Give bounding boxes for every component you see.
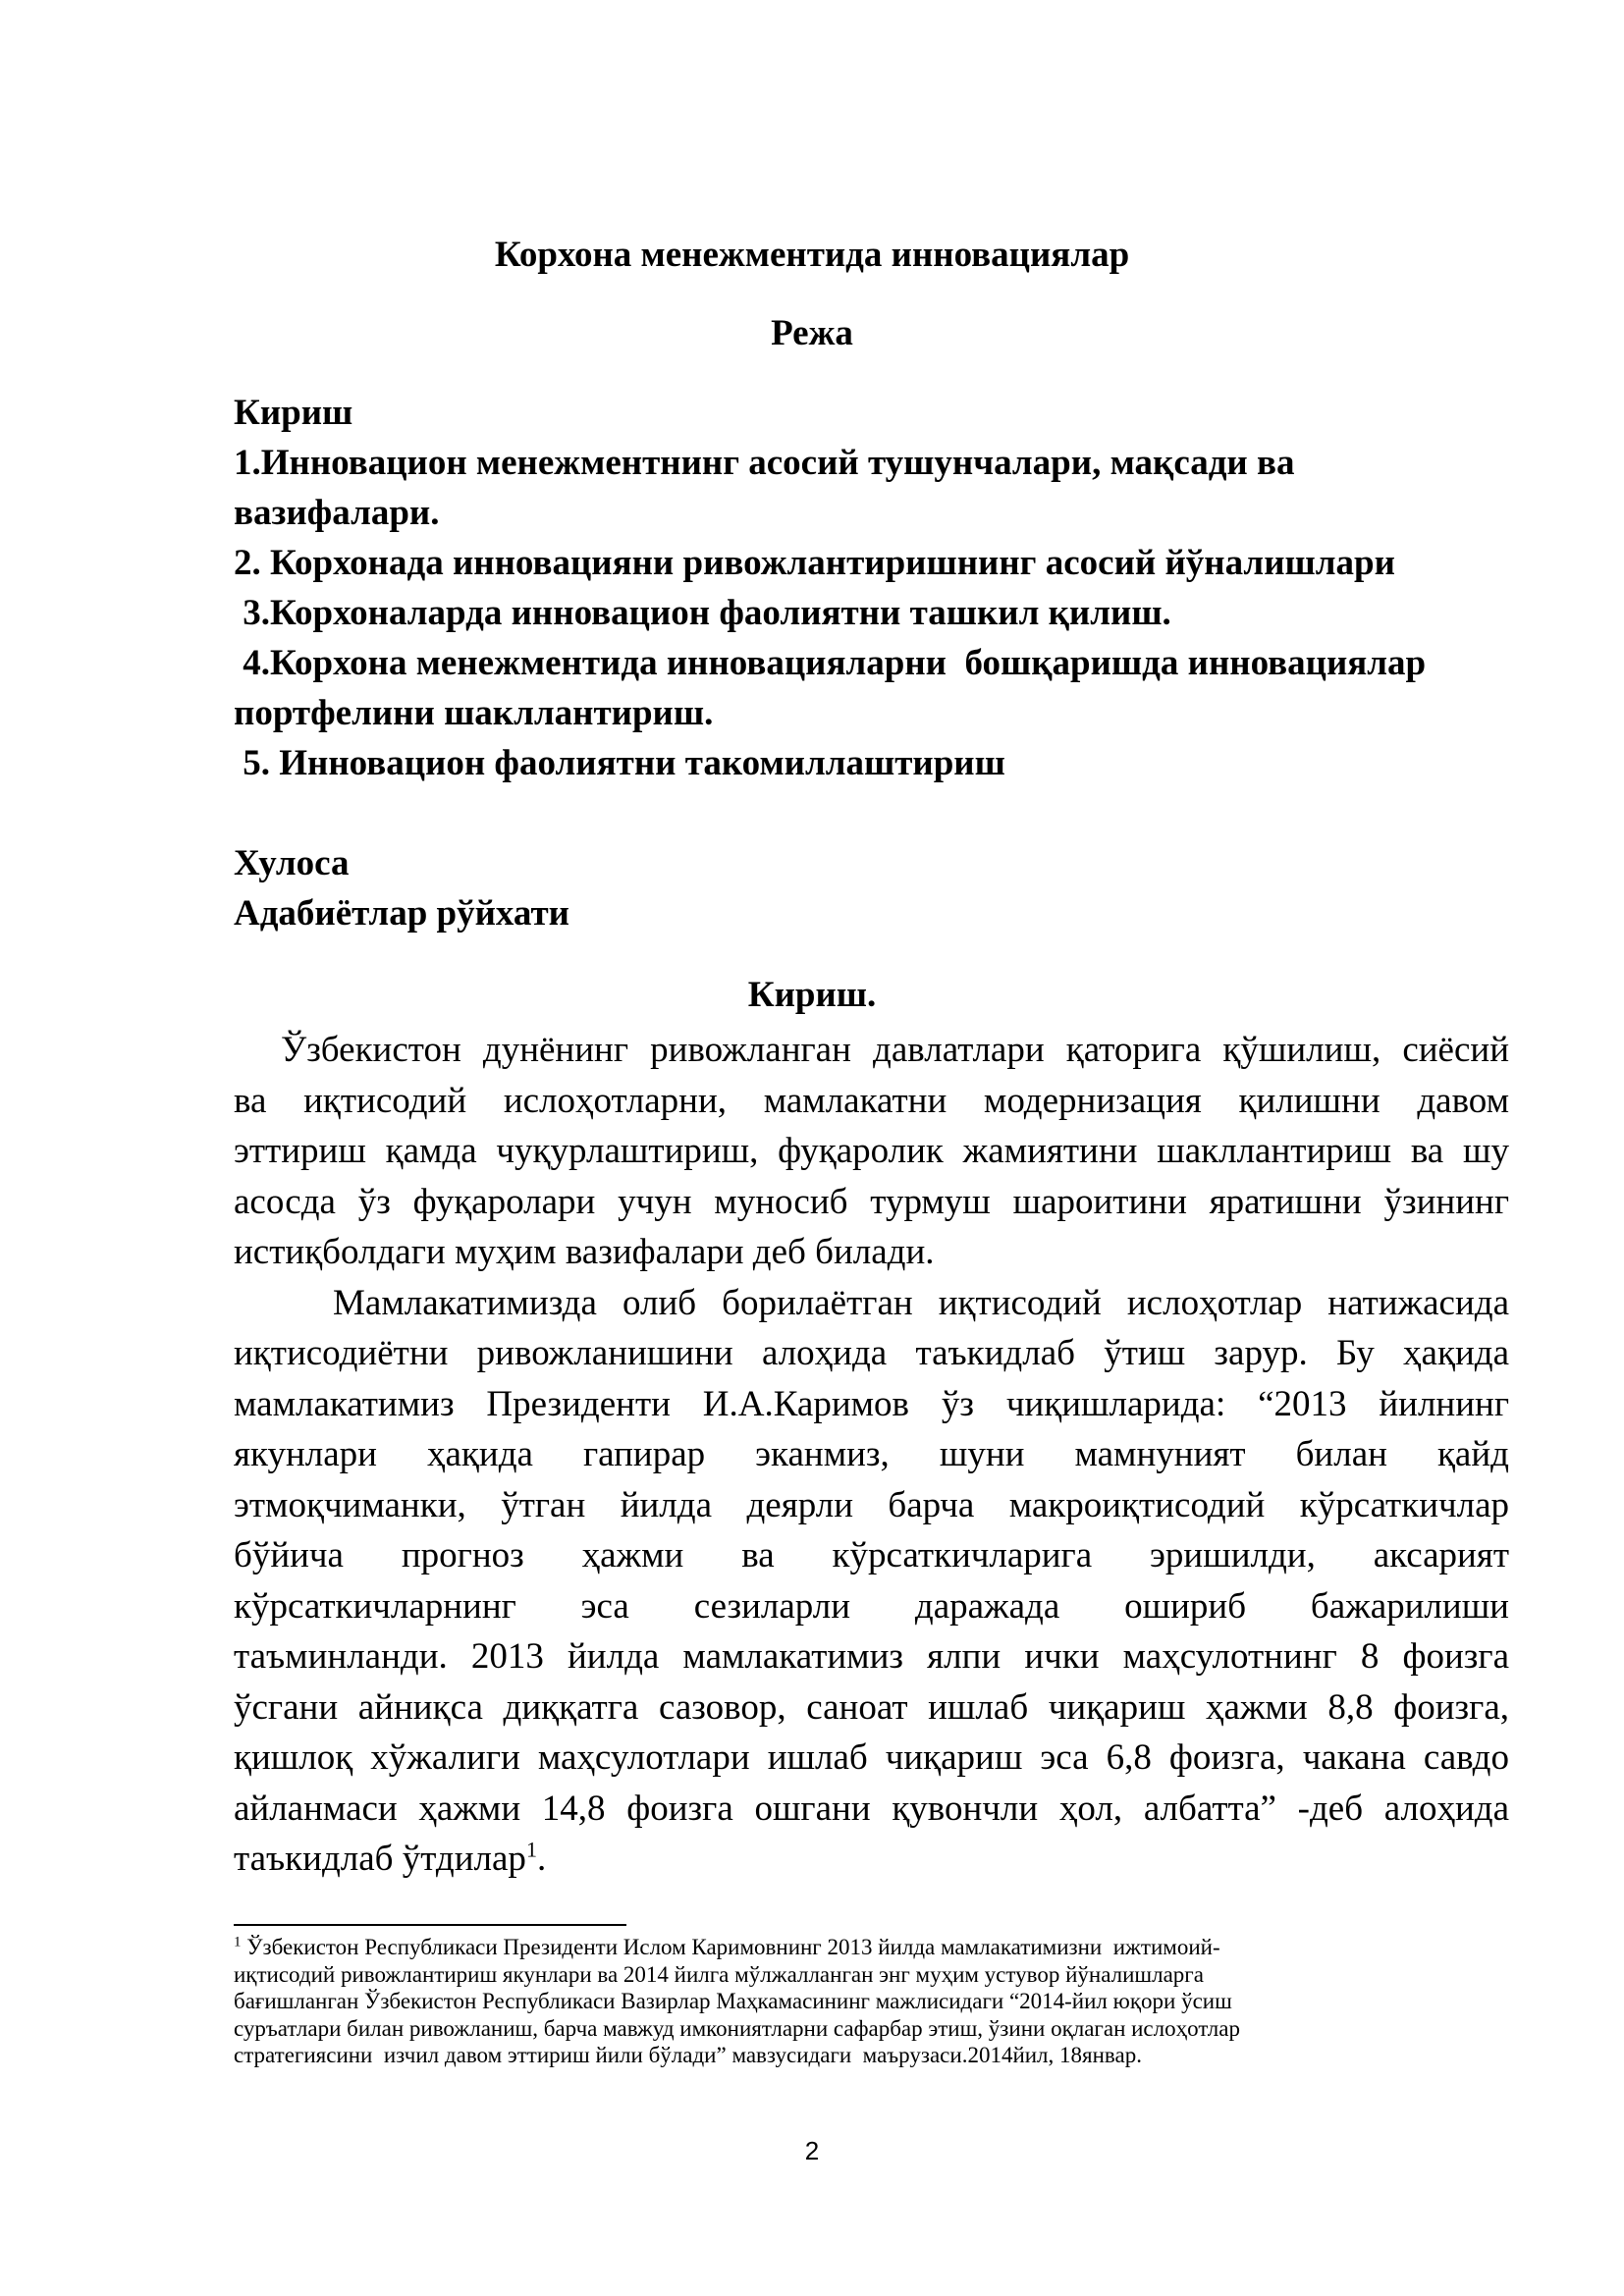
paragraph-line: айланмаси ҳажми 14,8 фоизга ошгани қувончли ҳол, албатта” -деб алоҳида	[234, 1788, 1509, 1829]
footnote-line: стратегиясини изчил давом эттириш йили бўлади” мавзусидаги маърузаси.2014йил, 18январ.	[234, 2043, 1142, 2067]
paragraph-line: истиқболдаги муҳим вазифалари деб билади.	[234, 1232, 935, 1272]
plan-item: 1.Инновацион менежментнинг асосий тушунчалари, мақсади ва	[234, 443, 1295, 483]
paragraph-line: этмоқчиманки, ўтган йилда деярли барча макроиқтисодий кўрсаткичлар	[234, 1484, 1509, 1525]
paragraph-line: қишлоқ хўжалиги маҳсулотлари ишлаб чиқариш эса 6,8 фоизга, чакана савдо	[234, 1737, 1509, 1778]
footnote-separator	[234, 1924, 626, 1926]
paragraph-last-line	[234, 1834, 1509, 1885]
paragraph-line: мамлакатимиз Президенти И.А.Каримов ўз чиқишларида: “2013 йилнинг	[234, 1383, 1509, 1424]
footnote-text: Ўзбекистон Республикаси Президенти Ислом Каримовнинг 2013 йилда мамлакатимизни ижтимоий-	[241, 1935, 1220, 1959]
paragraph-line: ўсгани айниқса диққатга сазовор, саноат ишлаб чиқариш ҳажми 8,8 фоизга,	[234, 1686, 1509, 1728]
plan-item: 4.Корхона менежментида инновацияларни бошқаришда инновациялар	[234, 643, 1427, 683]
plan-list	[234, 388, 1510, 938]
plan-item: Кириш	[234, 393, 353, 433]
body-text	[234, 1025, 1509, 1885]
footnote-line: бағишланган Ўзбекистон Республикаси Вазирлар Маҳкамасининг мажлисидаги “2014-йил юқори ўсиш	[234, 1989, 1232, 2013]
footnote-marker: 1	[234, 1934, 242, 1950]
paragraph-line: асосда ўз фуқаролари учун муносиб турмуш шароитини яратишни ўзининг	[234, 1181, 1509, 1222]
footnote-line: суръатлари билан ривожланиш, барча мавжуд имкониятларни сафарбар этиш, ўзини оқлаган ислоҳотлар	[234, 2015, 1240, 2041]
paragraph-line: бўйича прогноз ҳажми ва кўрсаткичларига эришилди, аксарият	[234, 1535, 1509, 1575]
paragraph-line: Ўзбекистон дунёнинг ривожланган давлатлари қаторига қўшилиш, сиёсий	[281, 1030, 1509, 1070]
paragraph-end-punctuation: .	[536, 1839, 547, 1879]
plan-spacer	[234, 788, 1510, 838]
plan-item: вазифалари.	[234, 493, 440, 533]
page-number: 2	[804, 2136, 820, 2165]
paragraph-line: иқтисодиётни ривожланишини алоҳида таъкидлаб ўтиш зарур. Бу ҳақида	[234, 1333, 1509, 1373]
footnote-reference[interactable]: 1	[525, 1837, 537, 1862]
references-item: Адабиётлар рўйхати	[234, 893, 569, 934]
document-title: Корхона менежментида инновациялар	[494, 235, 1130, 275]
paragraph-line: таъминланди. 2013 йилда мамлакатимиз ялпи ички маҳсулотнинг 8 фоизга	[234, 1636, 1509, 1677]
paragraph-line: эттириш қамда чуқурлаштириш, фуқаролик жамиятини шакллантириш ва шу	[234, 1131, 1509, 1171]
plan-item: 5. Инновацион фаолиятни такомиллаштириш	[234, 743, 1005, 783]
plan-item: портфелини шакллантириш.	[234, 693, 714, 733]
plan-heading: Режа	[771, 313, 853, 353]
paragraph-line: якунлари ҳақида гапирар эканмиз, шуни мамнуният билан қайд	[234, 1434, 1509, 1474]
footnote-line: иқтисодий ривожлантириш якунлари ва 2014 йилга мўлжалланган энг муҳим устувор йўналишларга	[234, 1961, 1204, 1987]
paragraph-line-text: таъкидлаб ўтдилар	[234, 1839, 526, 1879]
paragraph-line: ва иқтисодий ислоҳотларни, мамлакатни модернизация қилишни давом	[234, 1080, 1509, 1121]
paragraph-line: Мамлакатимизда олиб борилаётган иқтисодий ислоҳотлар натижасида	[333, 1282, 1509, 1323]
plan-item: 2. Корхонада инновацияни ривожлантиришнинг асосий йўналишлари	[234, 543, 1395, 583]
conclusion-item: Хулоса	[234, 843, 350, 883]
footnote	[234, 1934, 1481, 2069]
intro-heading: Кириш.	[747, 975, 877, 1015]
footnote-line	[234, 1934, 1481, 1961]
paragraph-line: кўрсаткичларнинг эса сезиларли даражада ошириб бажарилиши	[234, 1585, 1509, 1627]
plan-item: 3.Корхоналарда инновацион фаолиятни ташкил қилиш.	[234, 593, 1171, 633]
